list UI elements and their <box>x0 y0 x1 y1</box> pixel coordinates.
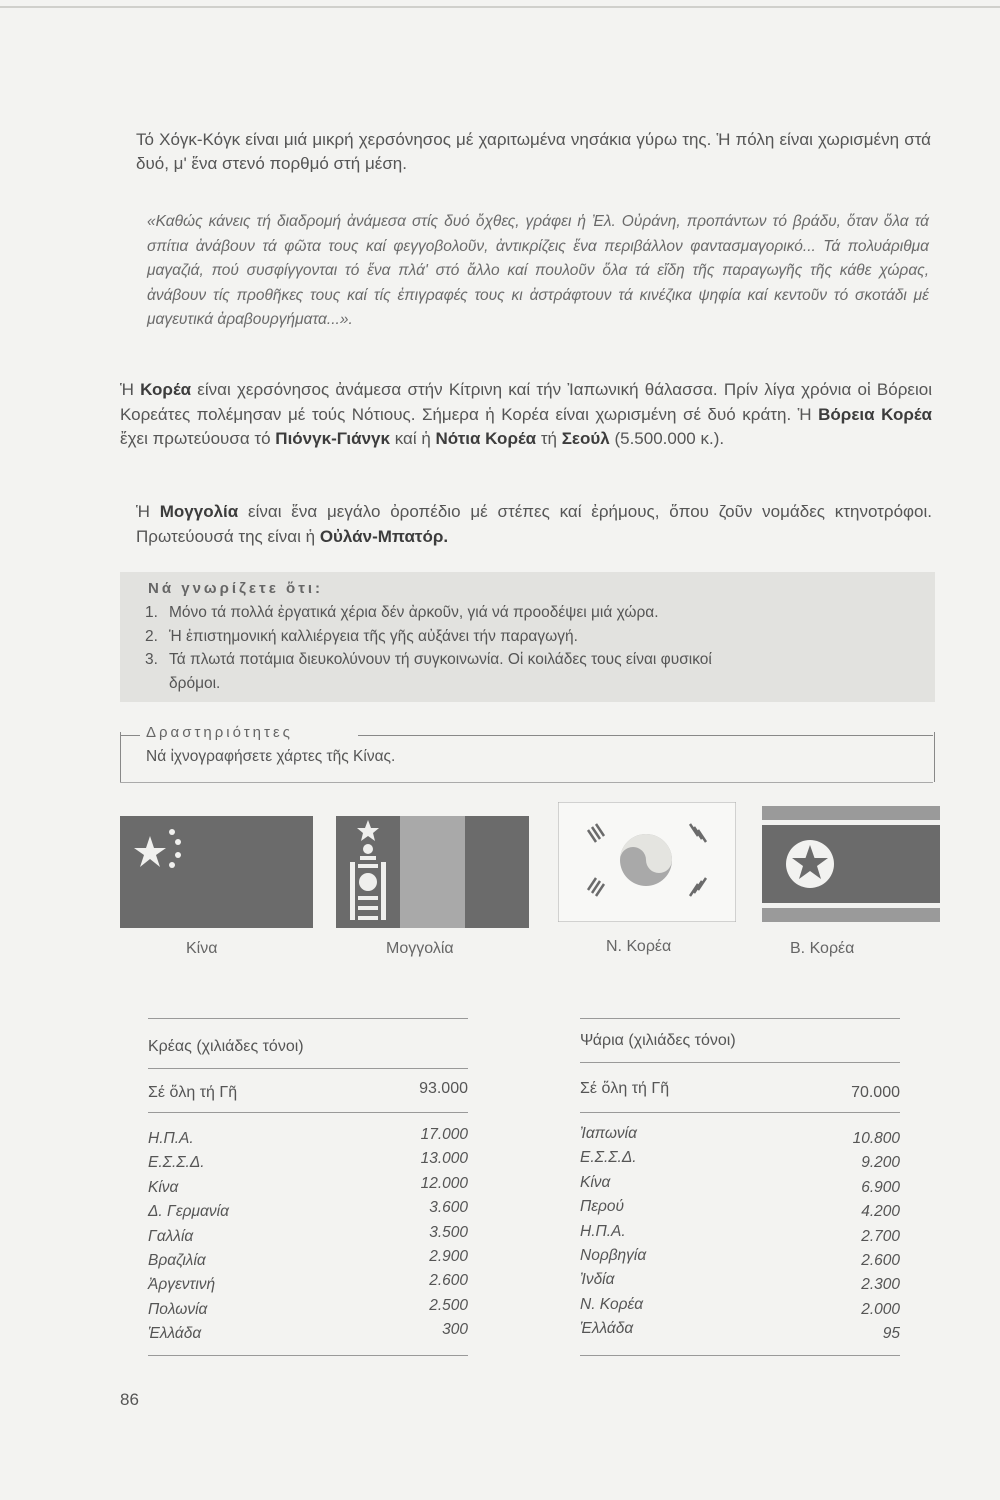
country-name: Νορβηγία <box>580 1247 647 1264</box>
table-row <box>580 1247 900 1271</box>
country-name: Η.Π.Α. <box>148 1130 194 1147</box>
activities-text: Νά ἰχνογραφήσετε χάρτες τῆς Κίνας. <box>146 748 396 765</box>
know-item <box>145 626 915 648</box>
table-row <box>580 1320 900 1344</box>
item-text: Μόνο τά πολλά ἐργατικά χέρια δέν ἀρκοῦν, γιά νά προοδέψει μιά χώρα. <box>169 604 659 621</box>
table-row <box>580 1271 900 1295</box>
table-rule <box>148 1112 468 1113</box>
activities-rule <box>358 735 933 736</box>
country-name: Γαλλία <box>148 1227 194 1245</box>
term-north-korea: Βόρεια Κορέα <box>818 404 932 424</box>
country-value: 12.000 <box>420 1174 468 1192</box>
top-edge-line <box>0 6 1000 8</box>
country-value: 17.000 <box>420 1126 468 1143</box>
term-pyongyang: Πιόνγκ-Γιάνγκ <box>275 429 390 448</box>
table-rule <box>148 1018 468 1019</box>
activities-rule <box>120 735 140 736</box>
table-row <box>580 1125 900 1149</box>
table-rule <box>580 1018 900 1019</box>
country-value: 13.000 <box>420 1150 468 1168</box>
table-row <box>580 1174 900 1198</box>
know-title: Νά γνωρίζετε ὅτι: <box>148 580 324 597</box>
north-korea-label: Β. Κορέα <box>790 940 855 957</box>
table-rule <box>148 1068 468 1069</box>
item-text: Ἡ ἐπιστημονική καλλιέργεια τῆς γῆς αὐξάνει τήν παραγωγή. <box>169 628 578 645</box>
table-row <box>580 1149 900 1173</box>
country-name: Βραζιλία <box>148 1252 206 1269</box>
text-run: (5.500.000 κ.). <box>609 429 725 448</box>
country-name: Πολωνία <box>148 1300 208 1318</box>
activities-title: Δραστηριότητες <box>146 724 293 741</box>
country-value: 2.500 <box>429 1296 468 1314</box>
mongolia-label: Μογγολία <box>386 940 454 957</box>
table-row <box>148 1272 468 1300</box>
country-name: Δ. Γερμανία <box>148 1203 229 1221</box>
country-value: 2.600 <box>861 1252 900 1269</box>
table-rule <box>580 1062 900 1063</box>
country-value: 300 <box>442 1321 468 1339</box>
text-run: ἔχει πρωτεύουσα τό <box>120 429 276 448</box>
table-row <box>580 1296 900 1320</box>
text-run: Ἡ <box>120 380 141 399</box>
country-value: 4.200 <box>861 1203 900 1221</box>
country-value: 6.900 <box>861 1178 900 1196</box>
meat-table-title: Κρέας (χιλιάδες τόνοι) <box>148 1038 304 1055</box>
country-value: 3.600 <box>429 1199 468 1217</box>
fish-world-value: 70.000 <box>851 1084 900 1101</box>
quote-paragraph: «Καθώς κάνεις τή διαδρομή ἀνάμεσα στίς δυό ὄχθες, γράφει ἡ Ἐλ. Οὐράνη, προπάντων τό βράδυ, ὅταν ὅλα τά σπίτια ἀνάβουν τά φῶτα τους καί φεγγοβολοῦν, ἀντικρίζεις ἕνα περιβάλλον φαντασμαγορικό... Τά πολυάριθμα μαγαζιά, πού συσφίγγονται τό ἕνα πλά' στό ἄλλο καί πουλοῦν ὅλα τά εἴδη τῆς παραγωγῆς τῆς κάθε χώρας, ἀνάβουν τίς προθῆκες τους καί τίς ἐπιγραφές τους κι ἀστράφτουν τά κινέζικα ψηφία καί κεντοῦν τό σκοτάδι μέ μαγευτικά ἀραβουργήματα...». <box>147 213 929 328</box>
know-item <box>145 602 915 624</box>
hong-kong-paragraph: Τό Χόγκ-Κόγκ είναι μιά μικρή χερσόνησος μέ χαριτωμένα νησάκια γύρω της. Ἡ πόλη είναι χωρισμένη στά δυό, μ' ἕνα στενό πορθμό στή μέση. <box>136 130 931 173</box>
activities-rule <box>120 782 933 783</box>
item-text: Τά πλωτά ποτάμια διευκολύνουν τή συγκοινωνία. Οἱ κοιλάδες τους είναι φυσικοί <box>169 651 712 668</box>
country-value: 2.300 <box>861 1276 900 1294</box>
table-row <box>148 1174 468 1203</box>
table-rule <box>580 1112 900 1113</box>
country-value: 95 <box>882 1325 900 1343</box>
page-number: 86 <box>120 1390 139 1409</box>
table-row <box>580 1198 900 1222</box>
country-name: Ἰαπωνία <box>580 1125 637 1142</box>
text-run: Ἡ <box>136 502 160 521</box>
table-row <box>148 1223 468 1252</box>
korea-paragraph <box>120 378 932 452</box>
south-korea-flag <box>558 802 736 922</box>
term-ulaanbaatar: Οὐλάν-Μπατόρ. <box>319 526 449 546</box>
mongolia-flag <box>336 816 529 928</box>
table-row <box>148 1321 468 1349</box>
country-value: 2.600 <box>429 1272 468 1290</box>
country-value: 9.200 <box>861 1154 900 1172</box>
country-value: 2.700 <box>861 1227 900 1245</box>
country-name: Ε.Σ.Σ.Δ. <box>580 1149 637 1167</box>
country-name: Ν. Κορέα <box>580 1295 644 1313</box>
country-name: Ε.Σ.Σ.Δ. <box>148 1154 205 1172</box>
country-value: 2.000 <box>861 1300 900 1318</box>
text-run: τή <box>536 429 562 448</box>
term-mongolia: Μογγολία <box>159 502 239 521</box>
country-name: Ἑλλάδα <box>580 1320 634 1338</box>
country-value: 2.900 <box>429 1248 468 1265</box>
country-name: Ἀργεντινή <box>148 1276 216 1294</box>
item-number: 3. <box>145 651 158 668</box>
country-value: 10.800 <box>852 1130 900 1147</box>
term-south-korea: Νότια Κορέα <box>435 429 537 448</box>
term-seoul: Σεούλ <box>561 429 610 448</box>
table-row <box>148 1248 468 1276</box>
table-row <box>148 1296 468 1325</box>
table-row <box>148 1199 468 1227</box>
know-item <box>145 649 915 671</box>
table-rule <box>148 1355 468 1356</box>
meat-world-value: 93.000 <box>419 1080 468 1097</box>
text-run: είναι χερσόνησος ἀνάμεσα στήν Κίτρινη καί τήν Ἰαπωνική θάλασσα. Πρίν λίγα χρόνια οἱ Βόρειοι Κορεάτες πολέμησαν μέ τούς Νότιους. Σήμερα ἡ Κορέα είναι χωρισμένη σέ δυό κράτη. Ἡ <box>120 380 932 424</box>
country-name: Ἑλλάδα <box>148 1325 202 1343</box>
country-name: Περού <box>580 1198 625 1216</box>
text-run: καί ἡ <box>389 429 436 448</box>
know-item-continuation: δρόμοι. <box>169 675 221 692</box>
item-number: 2. <box>145 628 158 645</box>
china-label: Κίνα <box>186 940 218 957</box>
text-run: είναι ἕνα μεγάλο ὀροπέδιο μέ στέπες καί ἐρήμους, ὅπου ζοῦν νομάδες κτηνοτρόφοι. Πρωτεύουσά της είναι ἡ <box>136 502 932 546</box>
item-number: 1. <box>145 604 158 621</box>
country-name: Η.Π.Α. <box>580 1222 626 1240</box>
north-korea-flag <box>762 806 940 922</box>
term-korea: Κορέα <box>140 380 192 399</box>
know-box <box>120 572 935 702</box>
table-rule <box>580 1355 900 1356</box>
fish-table-title: Ψάρια (χιλιάδες τόνοι) <box>580 1032 736 1049</box>
china-flag <box>120 816 313 928</box>
meat-world-label: Σέ ὅλη τή Γῆ <box>148 1084 238 1101</box>
mongolia-paragraph <box>136 500 932 549</box>
south-korea-label: Ν. Κορέα <box>606 938 672 955</box>
fish-world-label: Σέ ὅλη τή Γῆ <box>580 1080 670 1097</box>
country-name: Ἰνδία <box>580 1271 615 1289</box>
country-name: Κίνα <box>580 1173 611 1191</box>
country-name: Κίνα <box>148 1178 179 1196</box>
table-row <box>580 1223 900 1247</box>
country-value: 3.500 <box>429 1223 468 1241</box>
